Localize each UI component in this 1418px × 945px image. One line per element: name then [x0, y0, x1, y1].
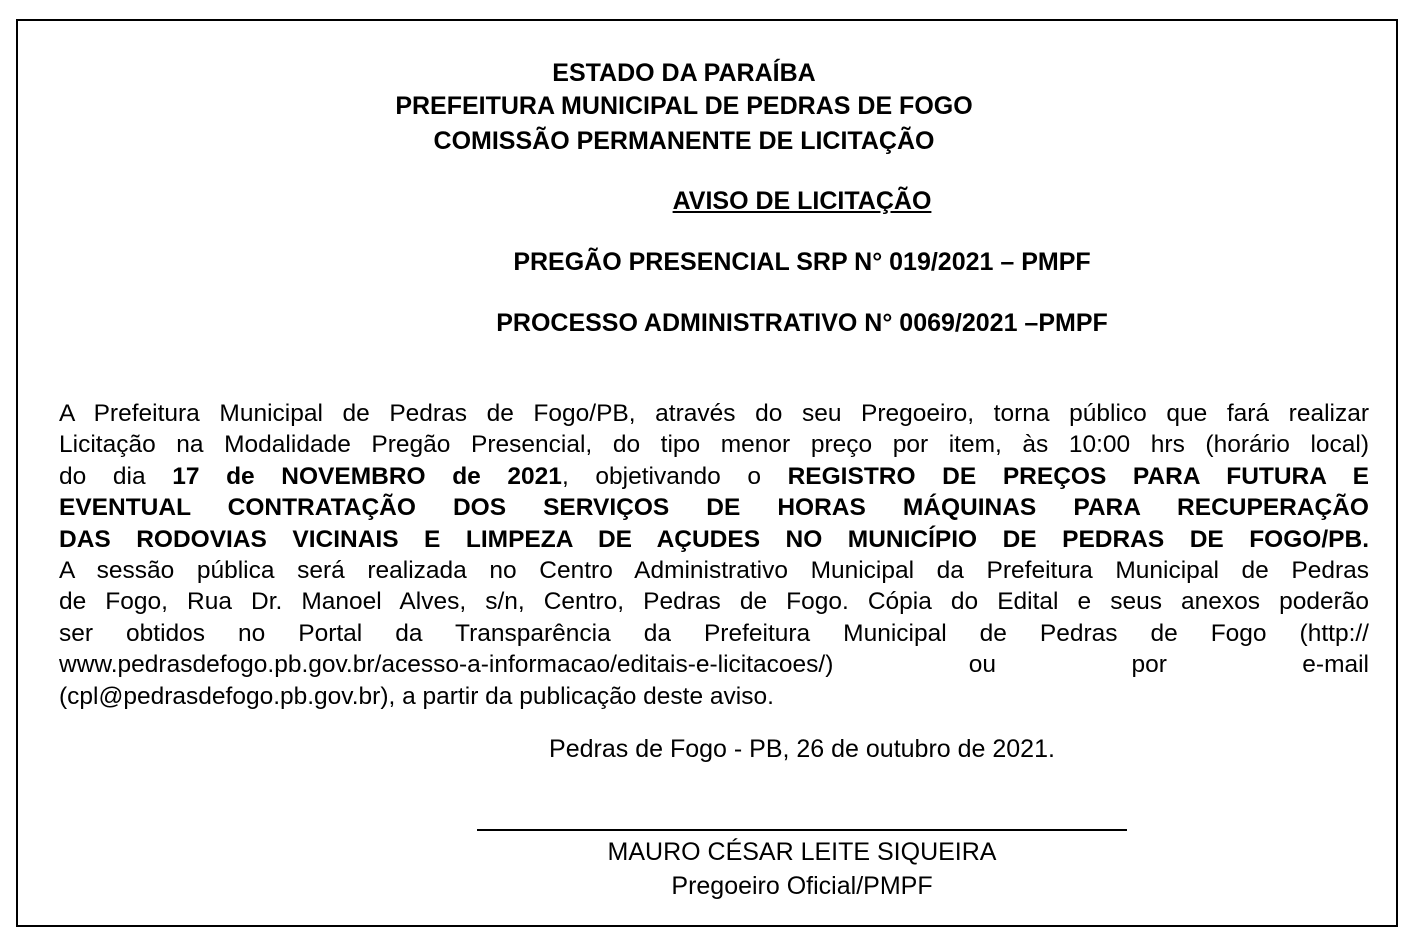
signer-role: Pregoeiro Oficial/PMPF	[671, 872, 933, 900]
processo-number: PROCESSO ADMINISTRATIVO N° 0069/2021 –PMPF	[496, 309, 1108, 337]
object-text: DAS RODOVIAS VICINAIS E LIMPEZA DE AÇUDES NO MUNICÍPIO DE PEDRAS DE FOGO/PB.	[59, 525, 1369, 553]
body-text-segment: do dia	[59, 462, 173, 490]
body-line: A sessão pública será realizada no Centro Administrativo Municipal da Prefeitura Municipal de Pedras	[59, 556, 1369, 584]
body-line: www.pedrasdefogo.pb.gov.br/acesso-a-informacao/editais-e-licitacoes/) ou por e-mail	[59, 651, 1369, 679]
object-text: REGISTRO DE PREÇOS PARA FUTURA E	[787, 462, 1369, 490]
header-municipality: PREFEITURA MUNICIPAL DE PEDRAS DE FOGO	[395, 92, 973, 120]
signer-name: MAURO CÉSAR LEITE SIQUEIRA	[607, 838, 997, 866]
body-line: A Prefeitura Municipal de Pedras de Fogo/PB, através do seu Pregoeiro, torna público que fará realizar	[59, 400, 1369, 427]
body-line	[59, 461, 1369, 492]
body-line: de Fogo, Rua Dr. Manoel Alves, s/n, Centro, Pedras de Fogo. Cópia do Edital e seus anexos poderão	[59, 588, 1369, 616]
signature-line	[477, 829, 1127, 831]
notice-title: AVISO DE LICITAÇÃO	[672, 187, 932, 215]
header-state: ESTADO DA PARAÍBA	[552, 59, 816, 87]
body-line: (cpl@pedrasdefogo.pb.gov.br), a partir da publicação deste aviso.	[59, 682, 774, 710]
notice-body	[59, 398, 1369, 712]
pregao-number: PREGÃO PRESENCIAL SRP N° 019/2021 – PMPF	[513, 248, 1091, 276]
session-date: 17 de NOVEMBRO de 2021	[172, 462, 562, 490]
body-text-segment: , objetivando o	[561, 462, 788, 490]
object-text: EVENTUAL CONTRATAÇÃO DOS SERVIÇOS DE HORAS MÁQUINAS PARA RECUPERAÇÃO	[59, 494, 1369, 522]
notice-date: Pedras de Fogo - PB, 26 de outubro de 2021.	[549, 735, 1055, 763]
header-commission: COMISSÃO PERMANENTE DE LICITAÇÃO	[433, 127, 935, 155]
body-line: Licitação na Modalidade Pregão Presencial, do tipo menor preço por item, às 10:00 hrs (horário local)	[59, 431, 1369, 459]
body-line: ser obtidos no Portal da Transparência da Prefeitura Municipal de Pedras de Fogo (http://	[59, 619, 1369, 647]
